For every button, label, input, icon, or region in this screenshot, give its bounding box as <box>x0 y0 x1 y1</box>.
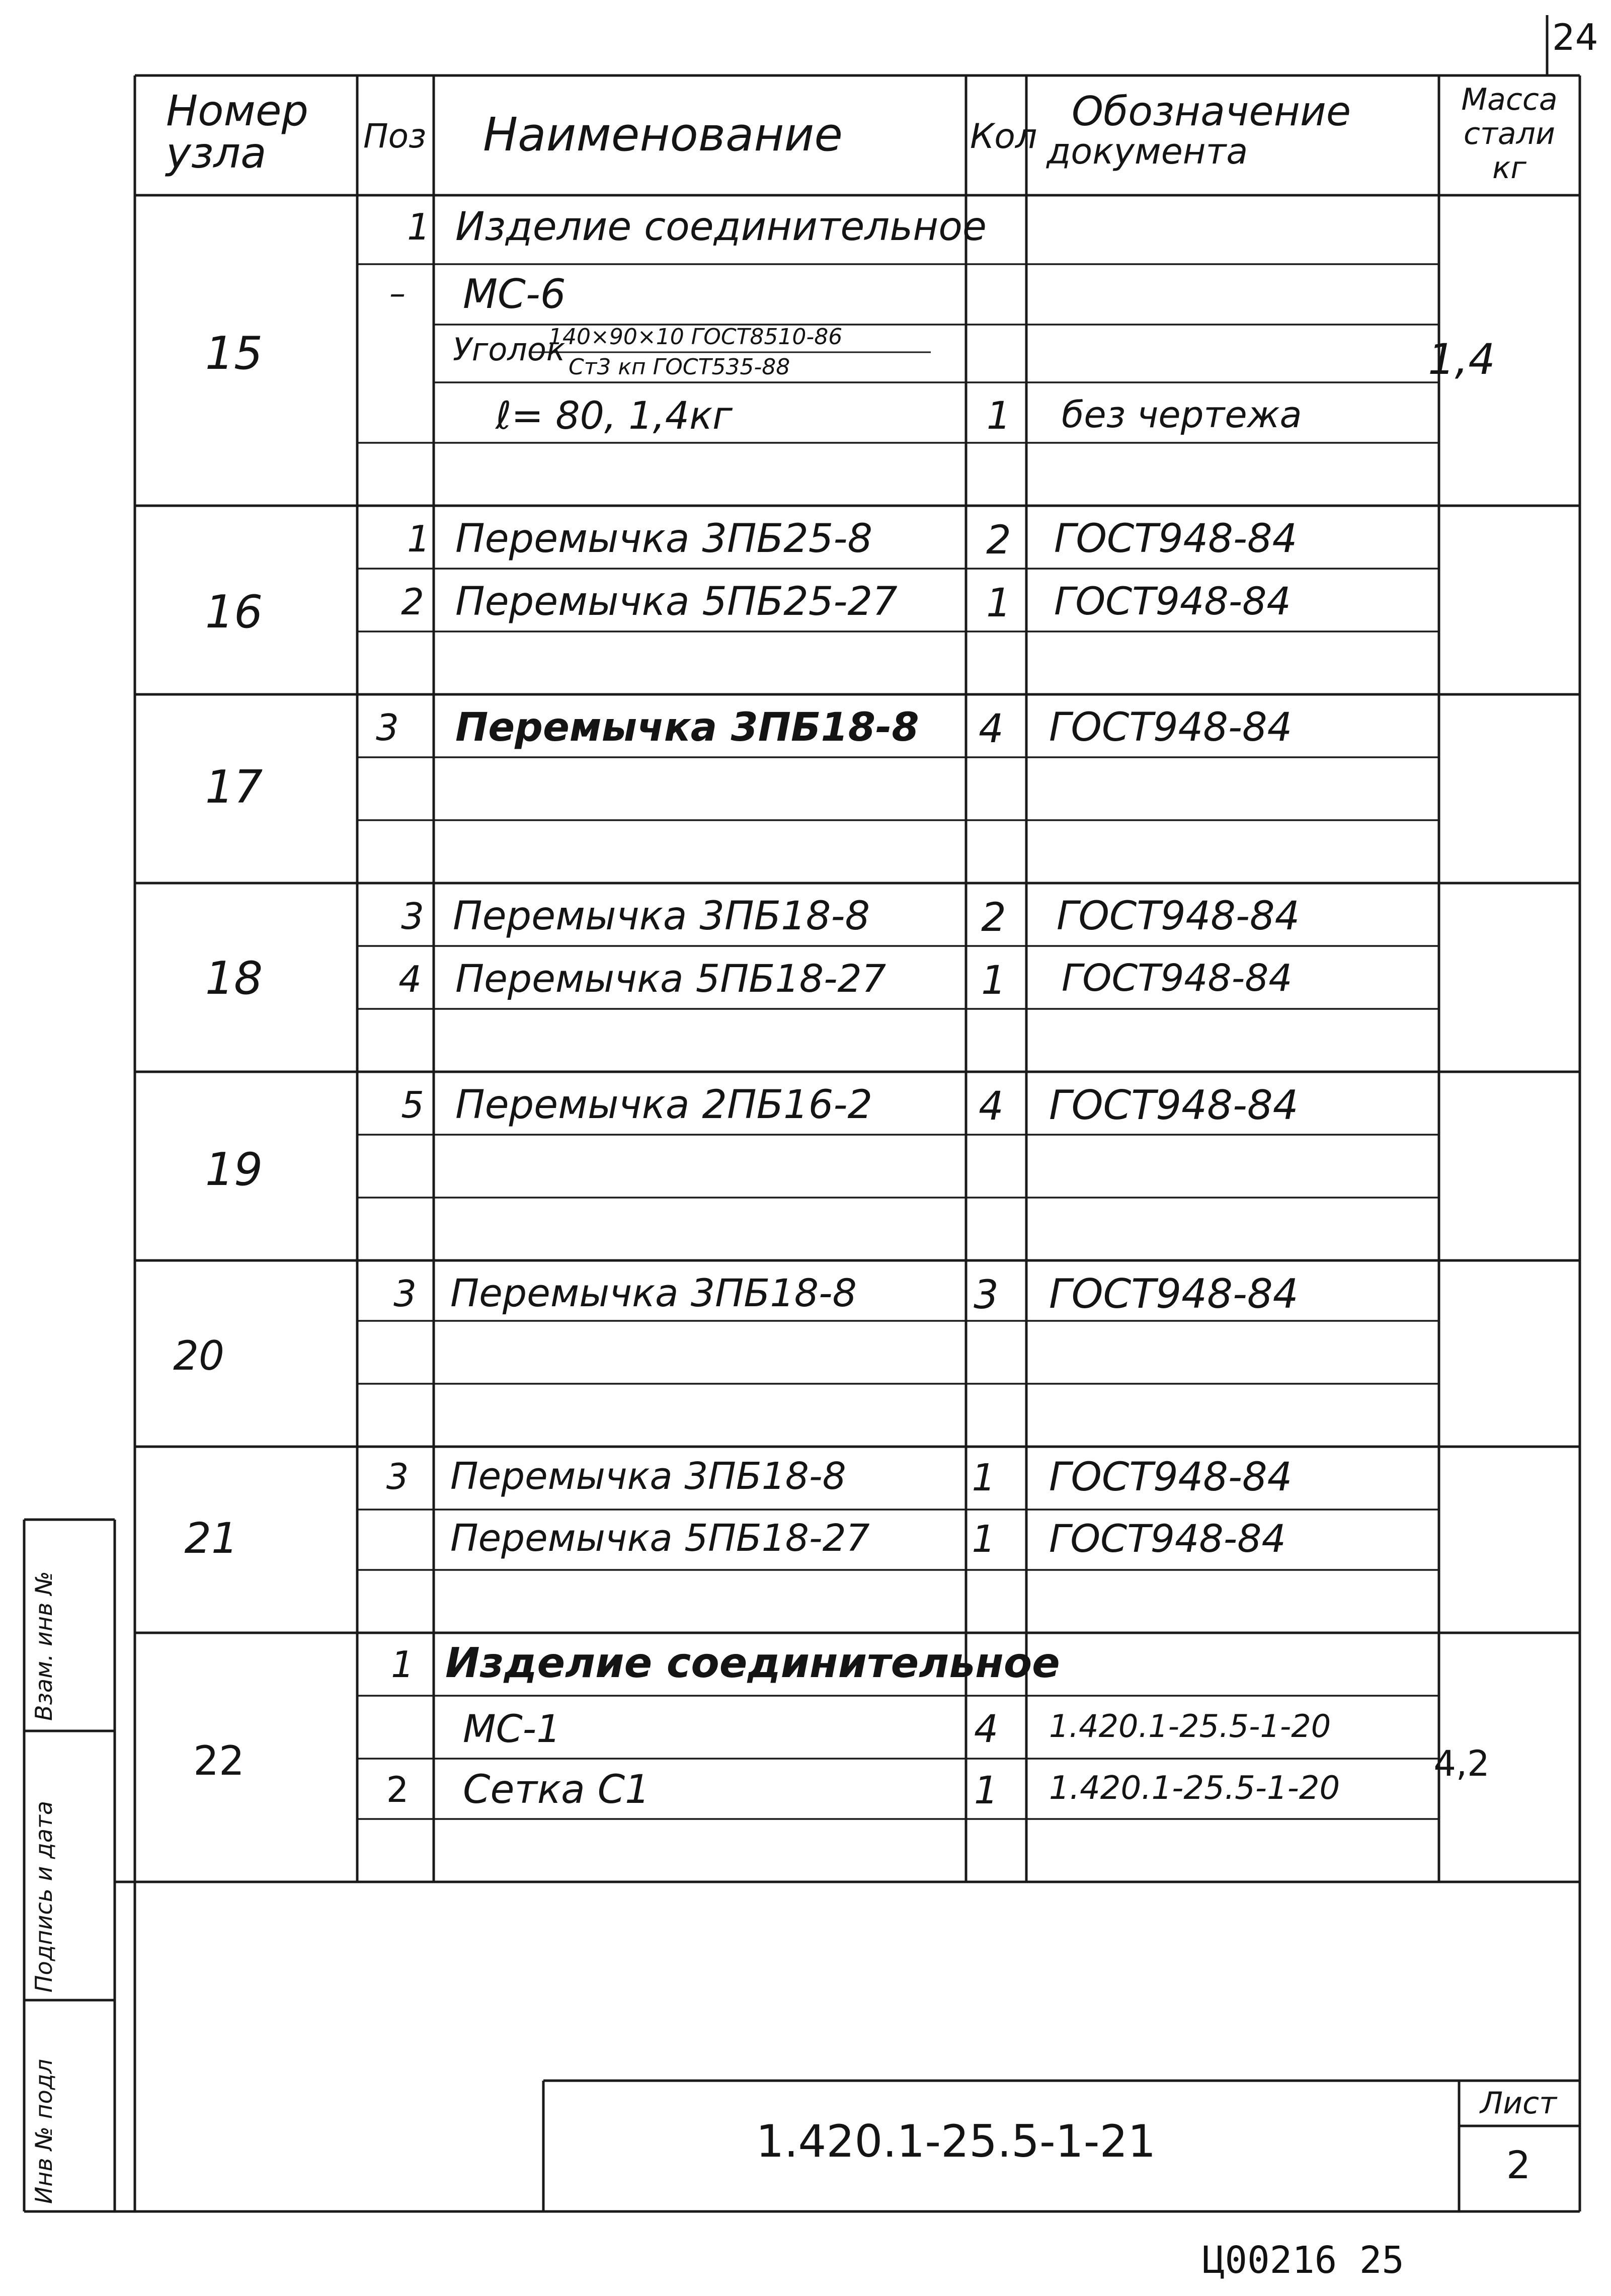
row-name: Изделие соединительное <box>455 204 987 250</box>
archive-code: Ц00216 25 <box>1202 2239 1404 2282</box>
row-name: Перемычка 3ПБ18-8 <box>450 1455 846 1498</box>
row-qty: 1 <box>986 393 1011 438</box>
sheet-number: 2 <box>1506 2143 1531 2187</box>
row-name: Перемычка 5ПБ18-27 <box>455 956 887 1001</box>
row-doc: ГОСТ948-84 <box>1049 1516 1286 1561</box>
header-doc-line2: документа <box>1046 131 1248 172</box>
row-qty: 2 <box>981 895 1006 940</box>
row-pos: 2 <box>401 581 424 623</box>
row-doc: ГОСТ948-84 <box>1049 1455 1293 1500</box>
row-pos: 3 <box>393 1273 417 1315</box>
row-name: Перемычка 3ПБ18-8 <box>450 1271 857 1315</box>
header-node-no-line2: узла <box>166 128 267 178</box>
row-pos: 3 <box>376 706 399 749</box>
node-mass: 4,2 <box>1433 1743 1490 1784</box>
row-doc: ГОСТ948-84 <box>1054 516 1298 562</box>
row-doc: ГОСТ948-84 <box>1054 579 1291 623</box>
row-pos: – <box>389 275 406 312</box>
node-number: 20 <box>173 1332 224 1379</box>
row-qty: 1 <box>974 1768 999 1812</box>
row-name: Перемычка 3ПБ18-8 <box>453 894 870 939</box>
row-qty: 1 <box>986 581 1011 626</box>
angle-spec-bottom: Ст3 кп ГОСТ535-88 <box>569 354 790 380</box>
row-qty: 4 <box>974 1706 999 1751</box>
row-qty: 1 <box>972 1518 996 1561</box>
row-qty: 2 <box>986 518 1011 563</box>
row-doc: ГОСТ948-84 <box>1057 894 1300 939</box>
angle-spec-top: 140×90×10 ГОСТ8510-86 <box>548 324 843 350</box>
row-doc: ГОСТ948-84 <box>1062 957 1293 1000</box>
row-pos: 3 <box>386 1456 409 1497</box>
header-mass-line1: Масса <box>1461 82 1558 117</box>
node-number: 17 <box>205 761 263 814</box>
row-doc: ГОСТ948-84 <box>1049 705 1293 750</box>
row-name: Перемычка 5ПБ18-27 <box>450 1517 870 1560</box>
row-name: Уголок <box>453 331 566 368</box>
header-qty: Кол <box>970 117 1037 156</box>
row-pos: 5 <box>401 1084 424 1126</box>
row-pos: 2 <box>386 1769 409 1810</box>
page-number: 24 <box>1552 16 1598 58</box>
label-signature-date: Подпись и дата <box>30 1800 57 1993</box>
node-number: 15 <box>205 327 263 380</box>
row-qty: 1 <box>972 1456 996 1499</box>
document-designation: 1.420.1-25.5-1-21 <box>756 2115 1156 2167</box>
row-doc: ГОСТ948-84 <box>1049 1082 1299 1129</box>
label-original-inv: Инв № подл <box>30 2059 57 2204</box>
sheet-label: Лист <box>1480 2086 1557 2121</box>
row-qty: 1 <box>981 958 1006 1003</box>
row-name: МС-1 <box>463 1706 561 1751</box>
row-name: Перемычка 2ПБ16-2 <box>455 1082 873 1128</box>
row-pos: 1 <box>391 1643 414 1686</box>
row-name: Перемычка 5ПБ25-27 <box>455 579 898 624</box>
row-name: Перемычка 3ПБ18-8 <box>455 705 919 750</box>
node-mass: 1,4 <box>1428 335 1495 384</box>
header-pos: Поз <box>363 117 427 155</box>
row-name: МС-6 <box>463 271 566 318</box>
row-pos: 1 <box>407 206 430 248</box>
node-number: 16 <box>205 586 263 639</box>
row-doc: ГОСТ948-84 <box>1049 1271 1299 1317</box>
row-qty: 3 <box>974 1273 999 1318</box>
header-node-no-line1: Номер <box>166 86 308 135</box>
row-pos: 1 <box>407 518 430 560</box>
row-name: Перемычка 3ПБ25-8 <box>455 516 873 562</box>
node-number: 18 <box>205 952 263 1005</box>
row-qty: 4 <box>979 1084 1004 1129</box>
header-doc-line1: Обозначение <box>1072 88 1351 135</box>
row-pos: 3 <box>401 895 424 937</box>
row-qty: 4 <box>979 706 1004 752</box>
row-pos: 4 <box>398 958 422 1000</box>
node-number: 21 <box>184 1514 238 1563</box>
row-name: Сетка С1 <box>463 1767 650 1812</box>
row-doc: без чертежа <box>1062 393 1302 436</box>
row-doc: 1.420.1-25.5-1-20 <box>1049 1708 1331 1745</box>
row-doc: 1.420.1-25.5-1-20 <box>1049 1770 1340 1807</box>
row-name: ℓ= 80, 1,4кг <box>496 393 733 438</box>
node-number: 19 <box>205 1143 263 1196</box>
node-number: 22 <box>193 1737 245 1784</box>
header-mass-line2: стали <box>1463 116 1556 151</box>
row-name: Изделие соединительное <box>445 1639 1060 1687</box>
header-name: Наименование <box>483 108 843 162</box>
label-replaced-inv: Взам. инв № <box>30 1571 57 1721</box>
header-mass-line3: кг <box>1492 150 1526 186</box>
